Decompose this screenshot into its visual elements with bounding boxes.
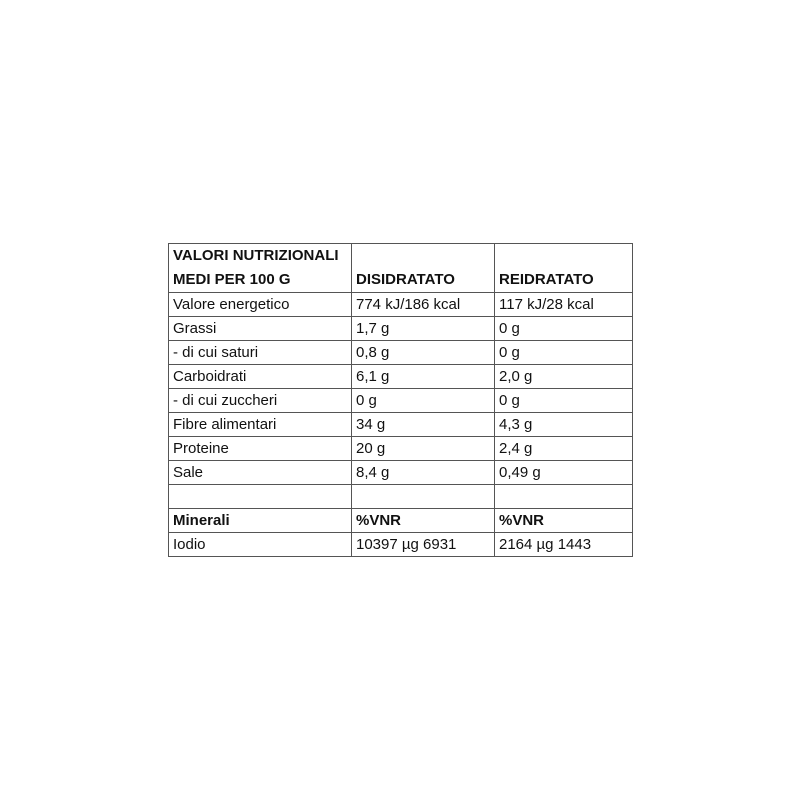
minerals-label: Minerali [169,509,352,533]
header-title-line2: MEDI PER 100 G [173,271,291,288]
nutrient-name: - di cui zuccheri [169,389,352,413]
nutrient-name: Valore energetico [169,293,352,317]
nutrient-name: - di cui saturi [169,341,352,365]
table-row-empty [169,485,633,509]
dehydrated-value: 20 g [352,437,495,461]
dehydrated-value: 10397 µg 6931 [352,533,495,557]
header-cell-rehydrated: REIDRATATO [495,244,633,293]
table-row [169,317,633,341]
nutrient-name: Carboidrati [169,365,352,389]
nutrient-name: Fibre alimentari [169,413,352,437]
empty-cell [495,485,633,509]
empty-cell [352,485,495,509]
dehydrated-value: 34 g [352,413,495,437]
nutrition-table [168,243,633,557]
rehydrated-value: 2164 µg 1443 [495,533,633,557]
rehydrated-value: 2,4 g [495,437,633,461]
rehydrated-value: 0 g [495,317,633,341]
dehydrated-value: 0,8 g [352,341,495,365]
table-row [169,341,633,365]
dehydrated-value: 774 kJ/186 kcal [352,293,495,317]
vnr-label-rehydrated: %VNR [495,509,633,533]
minerals-header-row [169,509,633,533]
nutrient-name: Sale [169,461,352,485]
rehydrated-value: 0,49 g [495,461,633,485]
table-row [169,413,633,437]
empty-cell [169,485,352,509]
header-cell-dehydrated: DISIDRATATO [352,244,495,293]
dehydrated-value: 6,1 g [352,365,495,389]
table-row [169,437,633,461]
rehydrated-value: 4,3 g [495,413,633,437]
nutrient-name: Proteine [169,437,352,461]
vnr-label-dehydrated: %VNR [352,509,495,533]
table-row [169,389,633,413]
header-cell-title [169,244,352,293]
table-row [169,533,633,557]
table-header-row [169,244,633,293]
header-title-line1: VALORI NUTRIZIONALI [173,247,339,264]
dehydrated-value: 0 g [352,389,495,413]
nutrient-name: Grassi [169,317,352,341]
dehydrated-value: 8,4 g [352,461,495,485]
rehydrated-value: 117 kJ/28 kcal [495,293,633,317]
rehydrated-value: 0 g [495,389,633,413]
table-row [169,365,633,389]
rehydrated-value: 0 g [495,341,633,365]
table-row [169,461,633,485]
nutrient-name: Iodio [169,533,352,557]
dehydrated-value: 1,7 g [352,317,495,341]
table-row [169,293,633,317]
rehydrated-value: 2,0 g [495,365,633,389]
